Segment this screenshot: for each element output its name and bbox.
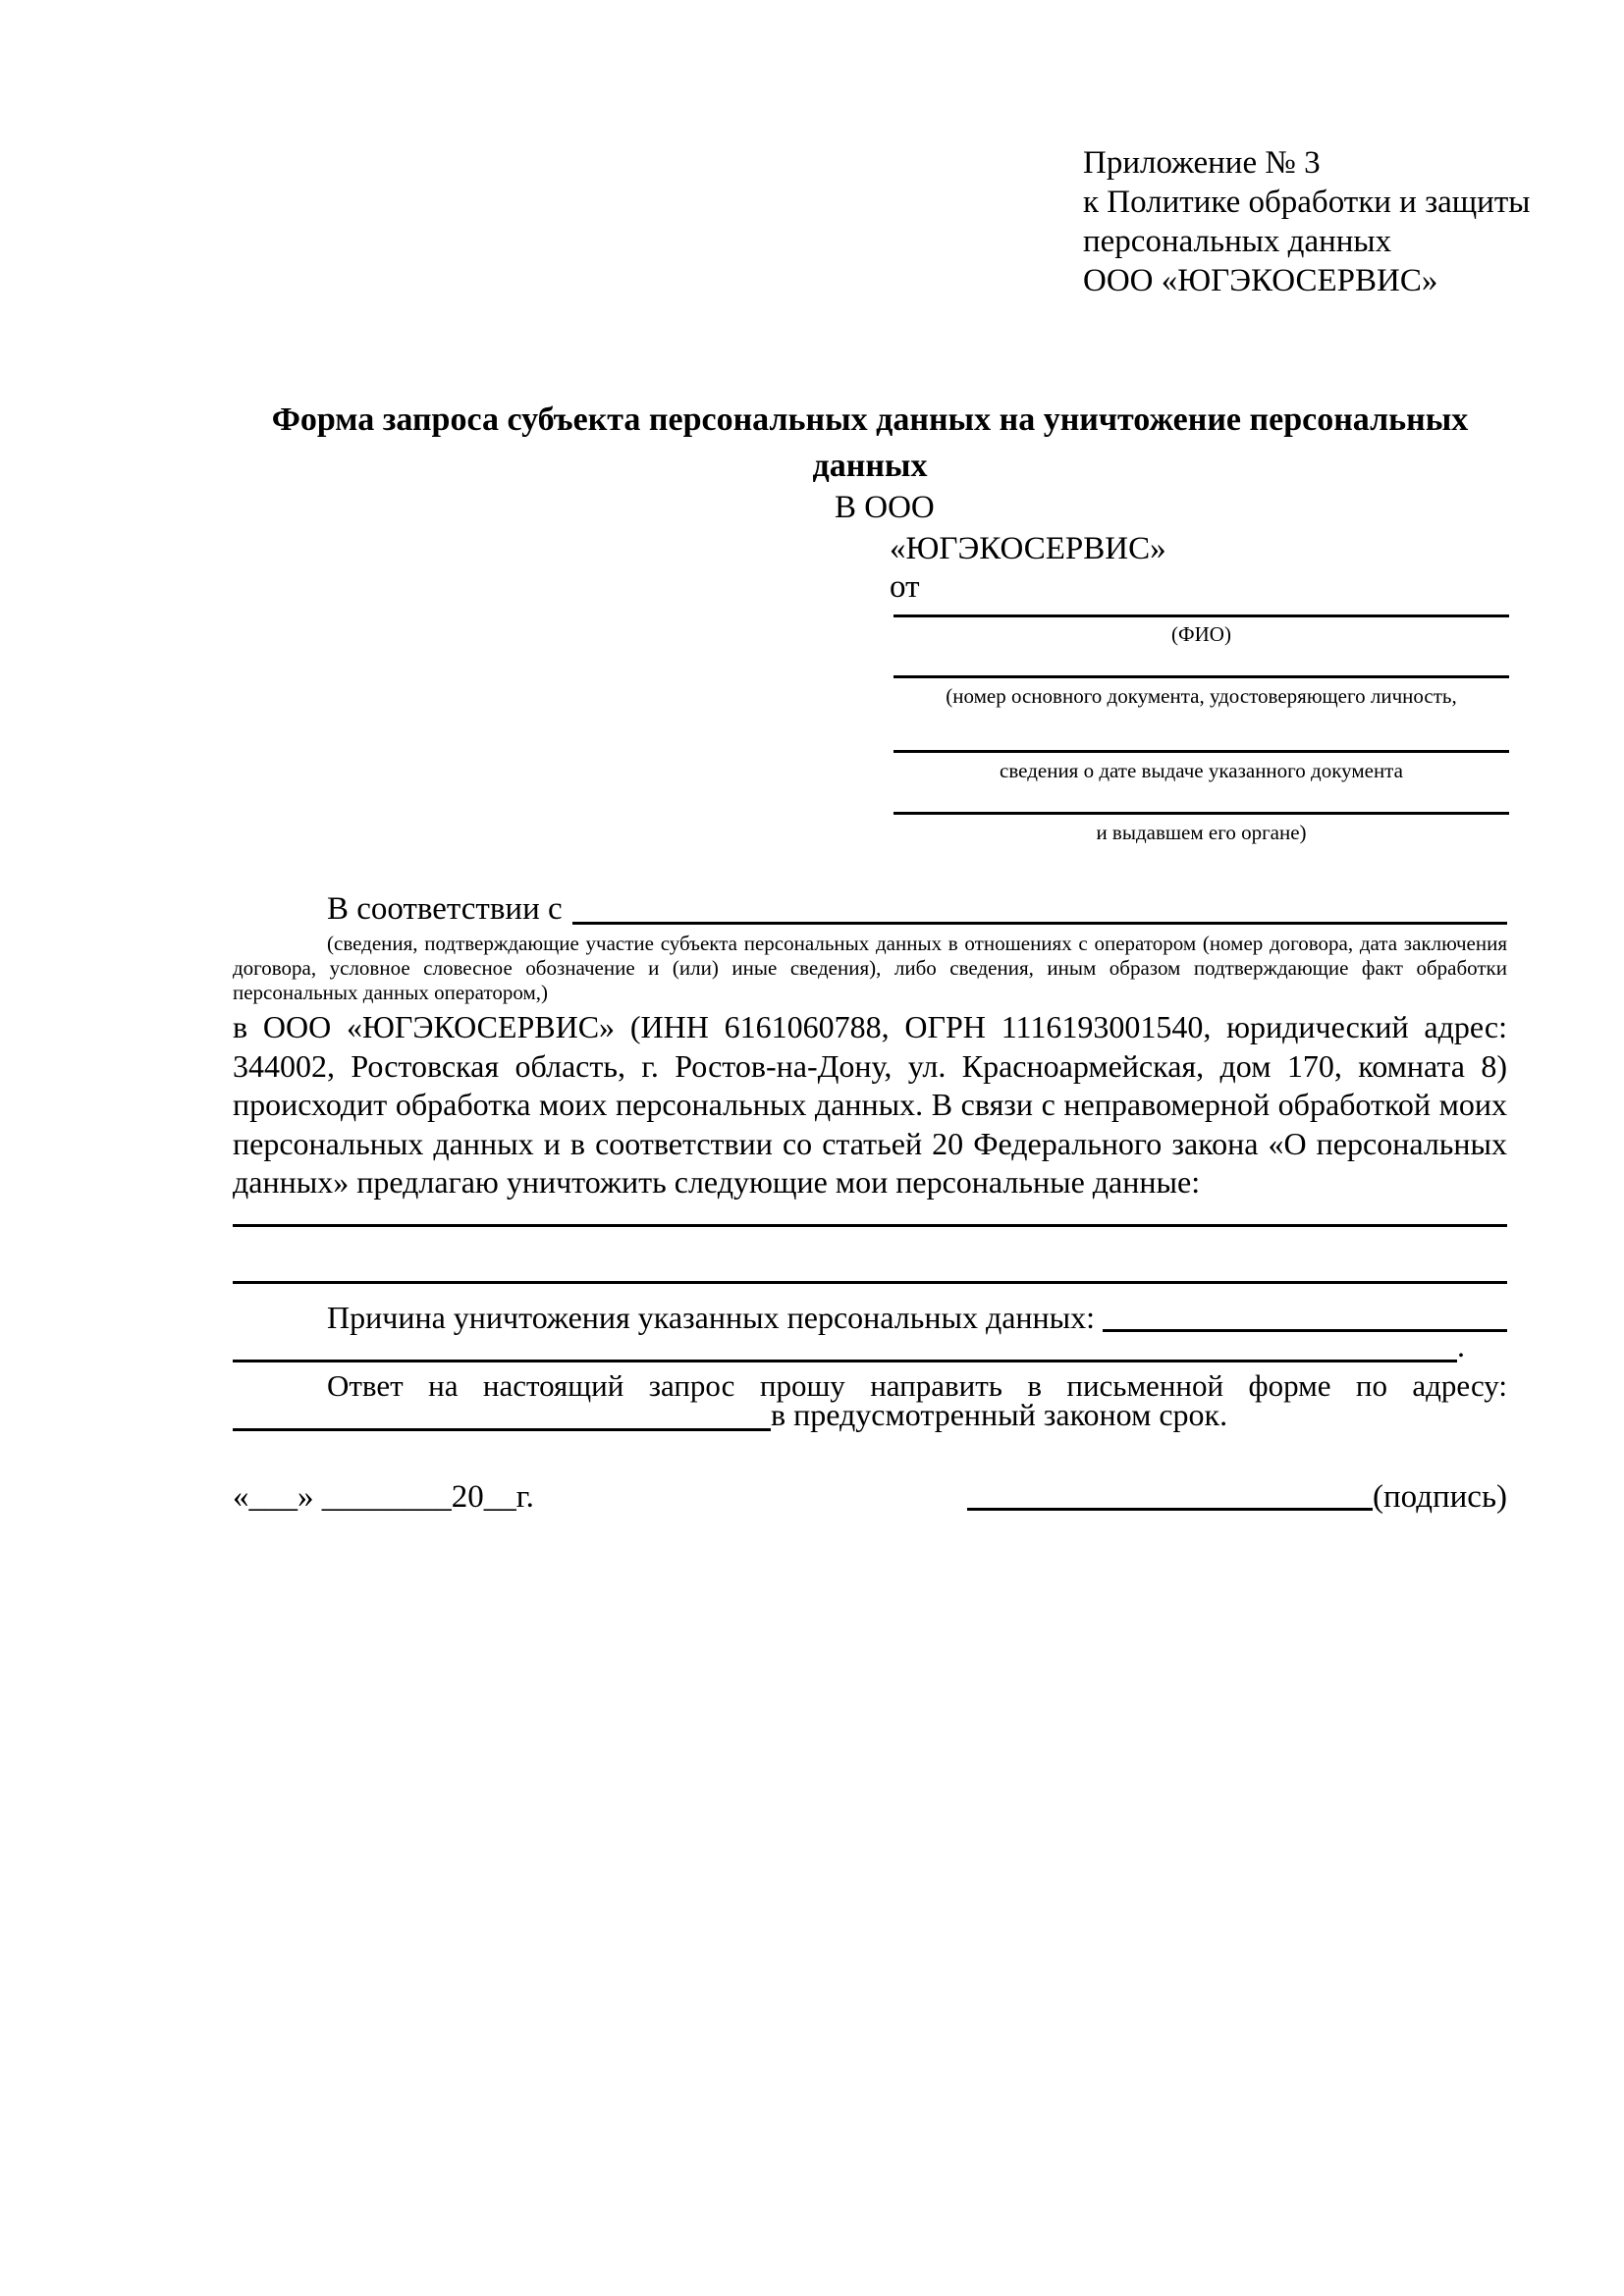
addressee-from-label: от xyxy=(890,569,920,605)
according-footnote: (сведения, подтверждающие участие субъекта персональных данных в отношениях с оператором (номер договора, дата заключения договора, условное словесное обозначение и (или) иные сведения), либо сведения, иным образом подтверждающие факт обработки персональных данных оператором,) xyxy=(233,932,1507,1004)
date-blank: «___» ________20__г. xyxy=(233,1479,534,1515)
reply-clause-line1: Ответ на настоящий запрос прошу направить в письменной форме по адресу: xyxy=(327,1368,1507,1403)
reply-clause-row-2 xyxy=(233,1394,1507,1433)
appendix-note-line: к Политике обработки и защиты xyxy=(1083,185,1531,220)
document-number-caption: (номер основного документа, удостоверяющего личность, xyxy=(946,684,1457,708)
addressee-to-prefix: В ООО xyxy=(835,490,935,525)
signature-caption: (подпись) xyxy=(1373,1479,1507,1515)
reason-blank-line-2 xyxy=(233,1360,1457,1362)
document-title: Форма запроса субъекта персональных данных на уничтожение персональных данных xyxy=(271,401,1469,484)
addressee-company: «ЮГЭКОСЕРВИС» xyxy=(890,531,1166,566)
according-blank-line xyxy=(572,922,1507,925)
reason-clause-row-2 xyxy=(233,1327,1465,1362)
reason-clause-lead: Причина уничтожения указанных персональных данных: xyxy=(327,1300,1096,1335)
document-issue-date-blank-line xyxy=(893,750,1509,753)
appendix-note-line: персональных данных xyxy=(1083,224,1392,259)
appendix-note-line: Приложение № 3 xyxy=(1083,145,1321,181)
signature-block xyxy=(967,1477,1507,1517)
document-issuer-blank-line xyxy=(893,812,1509,815)
signature-blank-line xyxy=(967,1508,1373,1511)
reason-period: . xyxy=(1457,1328,1465,1363)
body-paragraph: в ООО «ЮГЭКОСЕРВИС» (ИНН 6161060788, ОГРН 1116193001540, юридический адрес: 344002, Ростовская область, г. Ростов-на-Дону, ул. Красноармейская, дом 170, комната 8) происходит обработка моих персональных данных. В связи с неправомерной обработкой моих персональных данных и в соответствии со статьей 20 Федерального закона «О персональных данных» предлагаю уничтожить следующие мои персональные данные: xyxy=(233,1009,1507,1200)
reply-address-blank-line xyxy=(233,1428,771,1431)
document-number-blank-line xyxy=(893,675,1509,678)
appendix-note xyxy=(1083,143,1530,300)
document-issuer-caption: и выдавшем его органе) xyxy=(1096,821,1307,844)
fio-blank-line xyxy=(893,614,1509,617)
document-title-wrap xyxy=(233,397,1507,489)
reply-clause-tail: в предусмотренный законом срок. xyxy=(771,1397,1228,1432)
appendix-note-line: ООО «ЮГЭКОСЕРВИС» xyxy=(1083,263,1438,298)
personal-data-blank-line-2 xyxy=(233,1281,1507,1284)
signoff-row xyxy=(233,1475,1507,1517)
personal-data-blank-line-1 xyxy=(233,1224,1507,1227)
according-clause-row xyxy=(233,889,1507,929)
fio-caption: (ФИО) xyxy=(1171,622,1231,646)
according-clause-lead: В соответствии с xyxy=(327,891,563,927)
document-issue-date-caption: сведения о дате выдаче указанного документа xyxy=(1000,759,1403,782)
